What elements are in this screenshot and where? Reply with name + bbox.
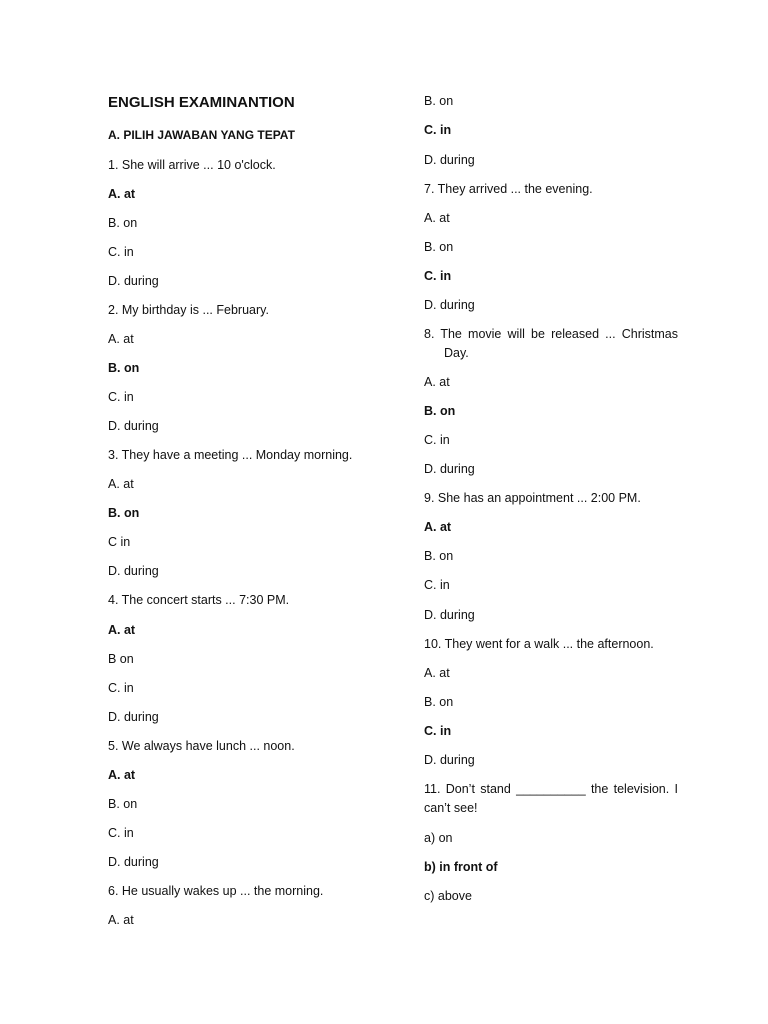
option-line: A. at <box>424 520 452 534</box>
option-line: B. on <box>424 695 454 709</box>
question-6: 6. He usually wakes up ... the morning. <box>108 884 324 898</box>
option-line: A. at <box>424 375 450 389</box>
option-line: B. on <box>424 404 456 418</box>
question-2: 2. My birthday is ... February. <box>108 303 269 317</box>
option-line: C. in <box>424 123 452 137</box>
option-line: C. in <box>108 245 134 259</box>
option-line: A. at <box>108 187 136 201</box>
option-line: B. on <box>424 240 454 254</box>
option-line: C. in <box>108 826 134 840</box>
option-line: B. on <box>424 94 454 108</box>
option-line: D. during <box>424 298 475 312</box>
section-heading: A. PILIH JAWABAN YANG TEPAT <box>108 128 295 142</box>
option-line: D. during <box>108 274 159 288</box>
option-line: C in <box>108 535 131 549</box>
option-line: A. at <box>108 477 134 491</box>
question-11-continued: can’t see! <box>424 801 478 815</box>
option-line: D. during <box>424 608 475 622</box>
option-line: D. during <box>424 153 475 167</box>
option-line: C. in <box>424 724 452 738</box>
option-line: D. during <box>424 462 475 476</box>
question-3: 3. They have a meeting ... Monday morning. <box>108 448 353 462</box>
option-line: c) above <box>424 889 472 903</box>
question-8: 8. The movie will be released ... Christmas <box>424 327 678 341</box>
option-line: A. at <box>108 623 136 637</box>
option-line: B on <box>108 652 134 666</box>
option-line: B. on <box>108 216 138 230</box>
question-9: 9. She has an appointment ... 2:00 PM. <box>424 491 641 505</box>
option-line: A. at <box>108 768 136 782</box>
option-line: A. at <box>424 666 450 680</box>
option-line: a) on <box>424 831 453 845</box>
question-10: 10. They went for a walk ... the afternoon. <box>424 637 654 651</box>
option-line: B. on <box>108 361 140 375</box>
option-line: D. during <box>108 564 159 578</box>
option-line: B. on <box>108 797 138 811</box>
option-line: B. on <box>424 549 454 563</box>
question-5: 5. We always have lunch ... noon. <box>108 739 295 753</box>
option-line: A. at <box>108 913 134 927</box>
question-4: 4. The concert starts ... 7:30 PM. <box>108 593 290 607</box>
option-line: C. in <box>108 390 134 404</box>
option-line: C. in <box>424 433 450 447</box>
question-8-continued: Day. <box>444 346 469 360</box>
option-line: C. in <box>424 269 452 283</box>
question-1: 1. She will arrive ... 10 o'clock. <box>108 158 276 172</box>
option-line: D. during <box>108 855 159 869</box>
option-line: b) in front of <box>424 860 498 874</box>
option-line: D. during <box>108 419 159 433</box>
question-7: 7. They arrived ... the evening. <box>424 182 593 196</box>
option-line: D. during <box>424 753 475 767</box>
question-11: 11. Don’t stand __________ the television. I <box>424 782 678 796</box>
option-line: B. on <box>108 506 140 520</box>
option-line: D. during <box>108 710 159 724</box>
option-line: A. at <box>108 332 134 346</box>
option-line: C. in <box>108 681 134 695</box>
option-line: C. in <box>424 578 450 592</box>
exam-title: ENGLISH EXAMINANTION <box>108 94 295 111</box>
option-line: A. at <box>424 211 450 225</box>
